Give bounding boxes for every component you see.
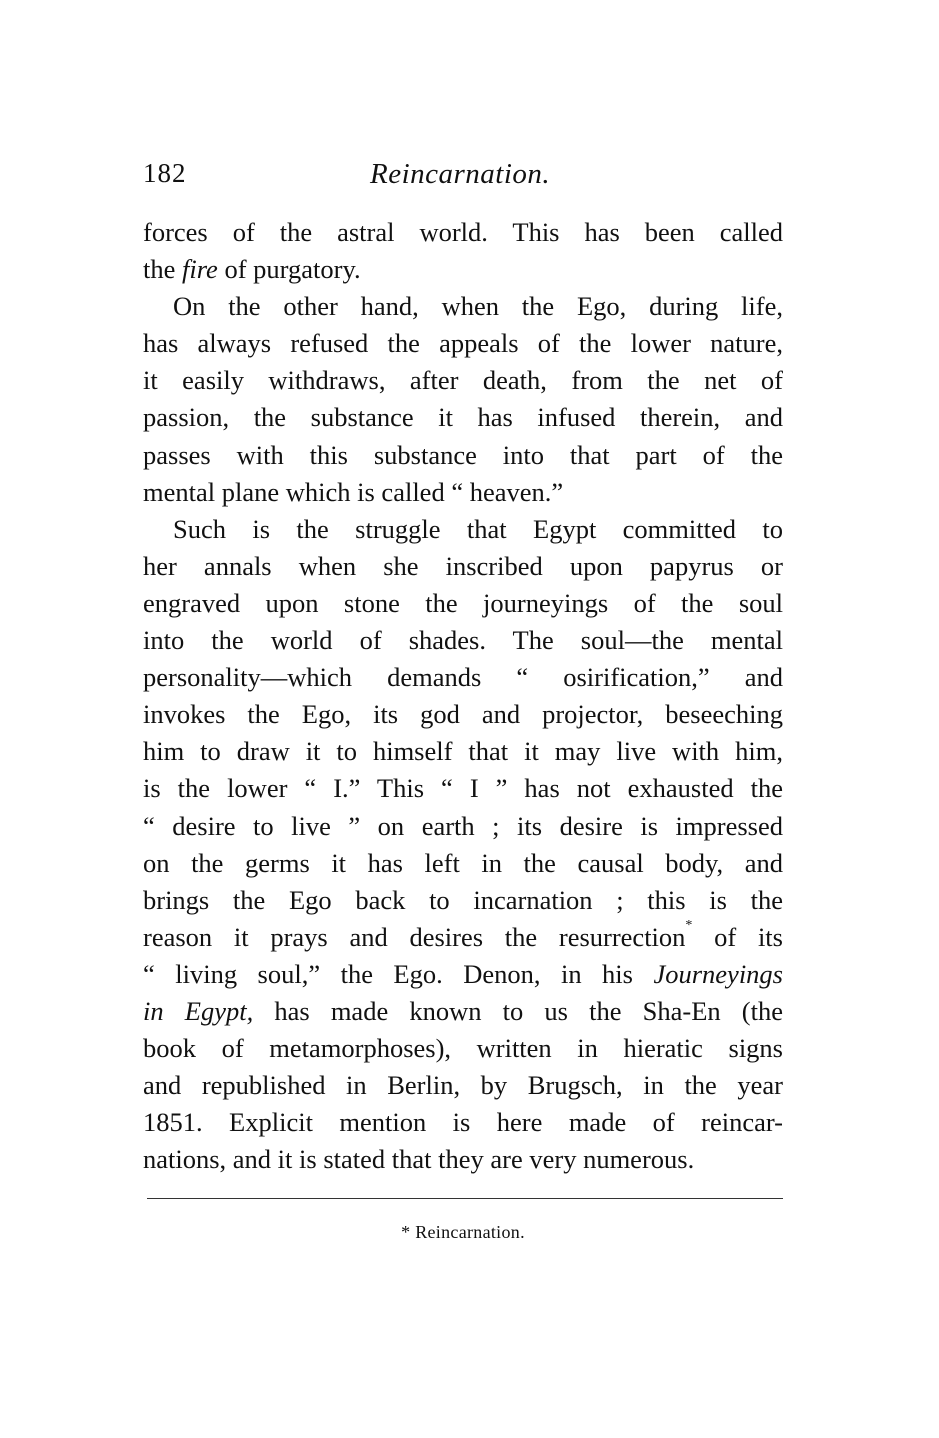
italic-word: fire (182, 254, 218, 285)
text-line: mental plane which is called “ heaven.” (143, 476, 564, 507)
body-text (143, 214, 783, 1178)
text-line: brings the Ego back to incarnation ; this is the (143, 884, 783, 915)
text-line: it easily withdraws, after death, from the net of (143, 365, 783, 396)
footnote: * Reincarnation. (401, 1222, 525, 1242)
text-line: into the world of shades. The soul—the mental (143, 625, 783, 656)
text-run: the (143, 254, 182, 285)
italic-title: in Egypt, (143, 995, 254, 1026)
footnote-divider (147, 1198, 783, 1199)
text-line: and republished in Berlin, by Brugsch, in the year (143, 1070, 783, 1101)
text-line: passion, the substance it has infused therein, and (143, 402, 783, 433)
text-line: on the germs it has left in the causal body, and (143, 847, 783, 878)
text-line: is the lower “ I.” This “ I ” has not exhausted the (143, 773, 783, 804)
page-header (143, 158, 783, 198)
text-line: him to draw it to himself that it may live with him, (143, 736, 783, 767)
text-line: book of metamorphoses), written in hieratic signs (143, 1033, 783, 1064)
text-line: 1851. Explicit mention is here made of reincar- (143, 1107, 783, 1138)
text-run: has made known to us the Sha-En (the (253, 995, 783, 1026)
text-line: forces of the astral world. This has been called (143, 217, 783, 247)
page-number: 182 (143, 158, 187, 188)
text-run: “ living soul,” the Ego. Denon, in his (143, 958, 654, 989)
text-line (143, 956, 783, 993)
text-line: engraved upon stone the journeyings of the soul (143, 587, 783, 618)
text-run: reason it prays and desires the resurrection (143, 921, 686, 952)
text-line: passes with this substance into that part of the (143, 439, 783, 470)
text-line: has always refused the appeals of the lower nature, (143, 328, 783, 359)
text-line: invokes the Ego, its god and projector, beseeching (143, 699, 783, 730)
text-line: personality—which demands “ osirification,” and (143, 662, 783, 693)
footnote-marker: * (685, 917, 693, 933)
running-head: Reincarnation. (370, 158, 551, 190)
italic-title: Journeyings (653, 958, 783, 989)
text-line: On the other hand, when the Ego, during life, (173, 291, 783, 322)
text-line: nations, and it is stated that they are very numerous. (143, 1144, 695, 1175)
text-line (143, 993, 783, 1030)
text-line (143, 251, 783, 288)
text-line: her annals when she inscribed upon papyrus or (143, 550, 783, 581)
text-line (143, 919, 783, 956)
text-line: “ desire to live ” on earth ; its desire is impressed (143, 810, 783, 841)
text-run: of its (692, 921, 783, 952)
text-run: of purgatory. (217, 254, 361, 285)
text-line: Such is the struggle that Egypt committed to (173, 513, 783, 544)
